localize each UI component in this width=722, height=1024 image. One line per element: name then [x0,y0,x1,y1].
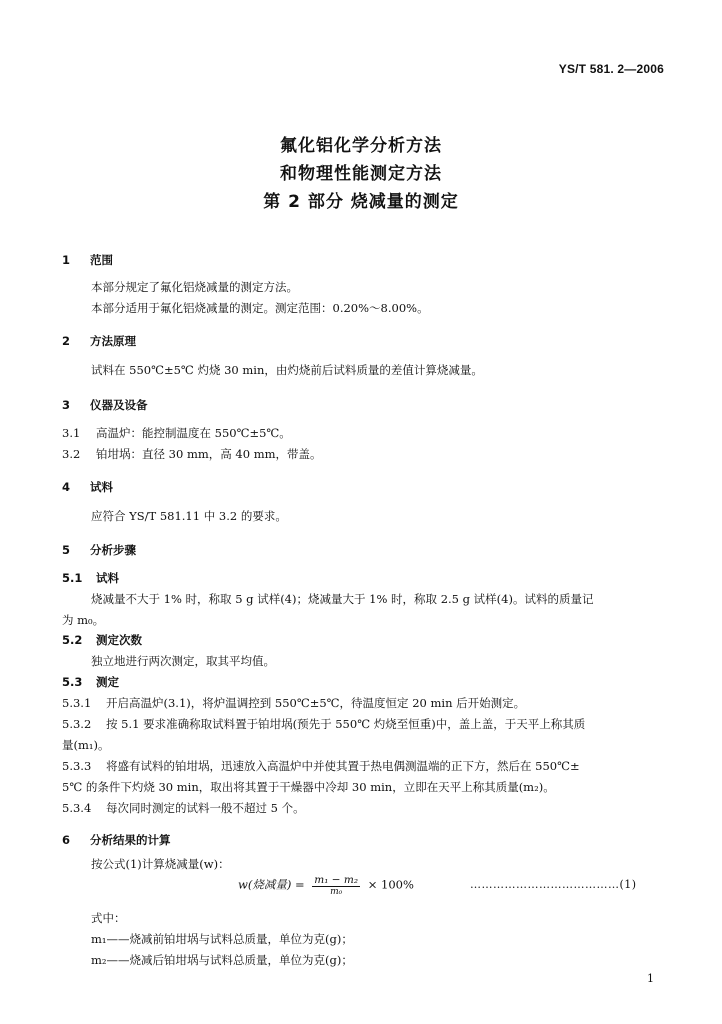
section-6-heading [62,832,171,848]
clause-number: 5.3.1 [62,696,92,710]
section-number: 5 [62,543,71,557]
page-number: 1 [647,972,654,985]
section-title: 方法原理 [90,334,136,348]
document-title-line-3: 第 2 部分 烧减量的测定 [263,192,459,212]
formula-denominator: m₀ [330,887,343,897]
clause-3-2 [62,446,322,462]
clause-5-3-2-line-1 [62,716,585,732]
clause-number: 5.1 [62,571,83,585]
formula-rhs: × 100% [367,877,414,892]
loss-formula [238,874,414,897]
clause-5-3-1 [62,695,525,711]
clause-number: 3.1 [62,426,81,440]
clause-text: 高温炉：能控制温度在 550℃±5℃。 [96,426,291,440]
section-2-heading [62,333,136,349]
clause-5-1-text-2: 为 m₀。 [62,613,105,627]
clause-text: 将盛有试料的铂坩埚，迅速放入高温炉中并使其置于热电偶测温端的正下方，然后在 550℃± [106,759,580,773]
clause-number: 5.2 [62,633,83,647]
where-label: 式中： [91,911,126,925]
section-5-heading [62,542,136,558]
clause-title: 测定 [96,675,119,689]
section-title: 试料 [90,480,113,494]
clause-5-2-text: 独立地进行两次测定，取其平均值。 [91,654,275,668]
clause-title: 测定次数 [96,633,142,647]
clause-text: 开启高温炉(3.1)，将炉温调控到 550℃±5℃，待温度恒定 20 min 后开始测定。 [106,696,526,710]
definition-m2: m₂——烧减后铂坩埚与试料总质量，单位为克(g)； [91,953,353,967]
clause-number: 5.3 [62,675,83,689]
section-title: 分析结果的计算 [90,833,171,847]
clause-5-3-2-line-2: 量(m₁)。 [62,738,110,752]
section-3-heading [62,397,148,413]
clause-text: 每次同时测定的试料一般不超过 5 个。 [106,801,305,815]
section-1-para-2: 本部分适用于氟化铝烧减量的测定。测定范围：0.20%～8.00%。 [91,301,429,315]
section-title: 分析步骤 [90,543,136,557]
clause-5-1-text-1: 烧减量不大于 1% 时，称取 5 g 试样(4)；烧减量大于 1% 时，称取 2.5 g 试样(4)。试料的质量记 [91,592,594,606]
document-title-line-1: 氟化铝化学分析方法 [280,136,442,156]
section-number: 4 [62,480,71,494]
clause-3-1 [62,425,291,441]
clause-5-3-3-line-2: 5℃ 的条件下灼烧 30 min，取出将其置于干燥器中冷却 30 min，立即在天平上称其质量(m₂)。 [62,780,555,794]
standard-number: YS/T 581. 2—2006 [558,62,664,76]
clause-number: 5.3.2 [62,717,92,731]
section-title: 范围 [90,253,113,267]
section-4-heading [62,479,113,495]
clause-text: 按 5.1 要求准确称取试料置于铂坩埚(预先于 550℃ 灼烧至恒重)中，盖上盖，于天平上称其质 [106,717,586,731]
definition-m1: m₁——烧减前铂坩埚与试料总质量，单位为克(g)； [91,932,353,946]
clause-5-3-3-line-1 [62,758,580,774]
clause-5-3-heading [62,674,119,690]
section-2-para-1: 试料在 550℃±5℃ 灼烧 30 min，由灼烧前后试料质量的差值计算烧减量。 [91,363,483,377]
clause-5-1-heading [62,570,119,586]
clause-title: 试料 [96,571,119,585]
formula-numerator: m₁ − m₂ [314,874,359,886]
section-4-para-1: 应符合 YS/T 581.11 中 3.2 的要求。 [91,509,287,523]
clause-5-3-4 [62,800,305,816]
clause-number: 5.3.3 [62,759,92,773]
formula-reference: …………………………………(1) [470,878,637,891]
section-1-heading [62,252,113,268]
formula-fraction [312,874,360,897]
section-number: 6 [62,833,71,847]
clause-text: 铂坩埚：直径 30 mm，高 40 mm，带盖。 [96,447,322,461]
clause-5-2-heading [62,632,142,648]
formula-lhs: w(烧减量) = [238,877,305,892]
section-number: 3 [62,398,71,412]
document-title-line-2: 和物理性能测定方法 [280,164,442,184]
clause-number: 5.3.4 [62,801,92,815]
section-title: 仪器及设备 [90,398,148,412]
section-6-para-1: 按公式(1)计算烧减量(w)： [91,857,230,871]
section-number: 2 [62,334,71,348]
section-1-para-1: 本部分规定了氟化铝烧减量的测定方法。 [91,280,298,294]
clause-number: 3.2 [62,447,81,461]
section-number: 1 [62,253,71,267]
